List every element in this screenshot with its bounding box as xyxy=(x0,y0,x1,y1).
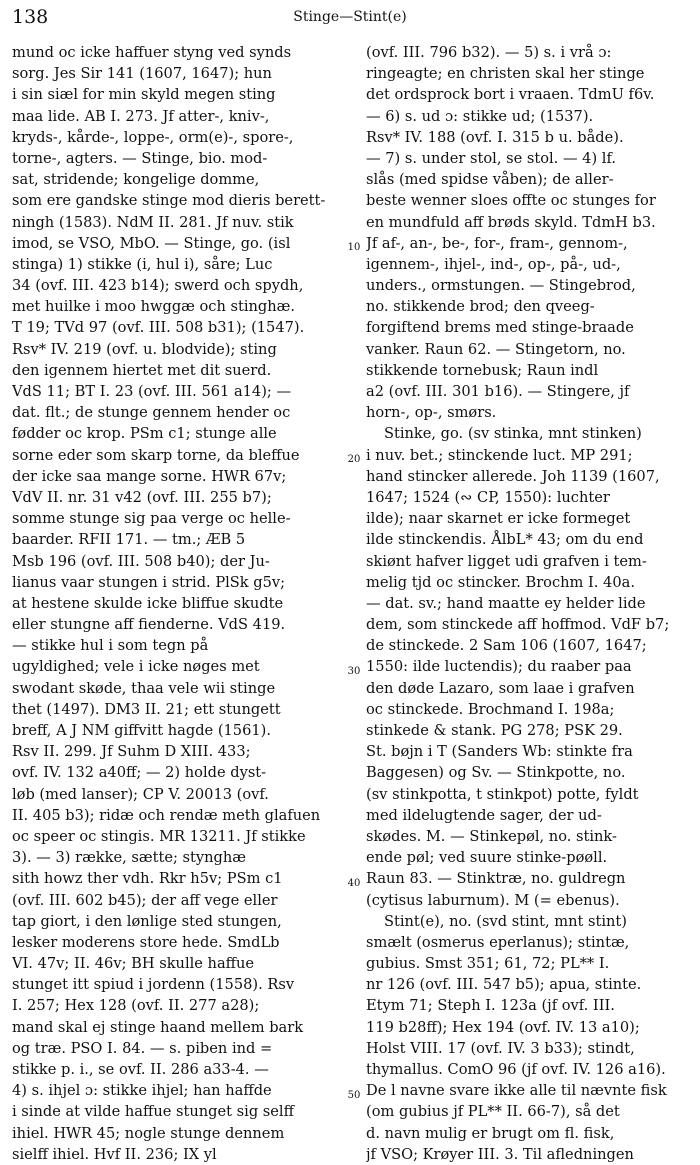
text-line: melig tjd oc stincker. Brochm I. 40a. xyxy=(366,573,635,591)
text-line: igennem-, ihjel-, ind-, op-, på-, ud-, xyxy=(366,255,621,273)
text-line: og træ. PSO I. 84. — s. piben ind = xyxy=(12,1039,273,1057)
text-line: som ere gandske stinge mod dieris berett- xyxy=(12,192,326,210)
text-line: at hestene skulde icke bliffue skudte xyxy=(12,594,284,612)
text-line: Raun 83. — Stinktræ, no. guldregn xyxy=(366,870,626,888)
text-line: maa lide. AB I. 273. Jf atter-, kniv-, xyxy=(12,107,270,125)
text-line: i nuv. bet.; stinckende luct. MP 291; xyxy=(366,446,633,464)
text-line: i sinde at vilde haffue stunget sig selff xyxy=(12,1103,294,1121)
text-line: — stikke hul i som tegn på xyxy=(12,637,209,655)
text-line: forgiftend brems med stinge-braade xyxy=(366,319,634,337)
line-number: 30 xyxy=(347,665,361,677)
text-line: skødes. M. — Stinkepøl, no. stink- xyxy=(366,827,617,845)
text-line: De l navne svare ikke alle til nævnte fisk xyxy=(366,1082,667,1100)
text-line: Stinke, go. (sv stinka, mnt stinken) xyxy=(384,425,642,443)
text-line: fødder oc krop. PSm c1; stunge alle xyxy=(12,425,277,443)
text-line: jf VSO; Krøyer III. 3. Til afledningen xyxy=(366,1145,634,1163)
text-line: oc speer oc stingis. MR 13211. Jf stikke xyxy=(12,827,306,845)
running-title: Stinge—Stint(e) xyxy=(293,9,407,25)
right-column xyxy=(366,42,688,1165)
text-line: vanker. Raun 62. — Stingetorn, no. xyxy=(366,340,626,358)
text-line: 1647; 1524 (∾ CP, 1550): luchter xyxy=(366,488,610,506)
text-line: stunget itt spiud i jordenn (1558). Rsv xyxy=(12,976,295,994)
text-line: sorne eder som skarp torne, da bleffue xyxy=(12,446,300,464)
line-number: 50 xyxy=(347,1089,361,1101)
page-number: 138 xyxy=(12,6,49,28)
text-line: med ildelugtende sager, der ud- xyxy=(366,806,602,824)
text-line: ovf. IV. 132 a40ff; — 2) holde dyst- xyxy=(12,764,267,782)
text-line: en mundfuld aff brøds skyld. TdmH b3. xyxy=(366,213,656,231)
text-line: i sin siæl for min skyld megen sting xyxy=(12,86,276,104)
text-line: gubius. Smst 351; 61, 72; PL** I. xyxy=(366,955,610,973)
text-line: unders., ormstungen. — Stingebrod, xyxy=(366,277,636,295)
text-line: 34 (ovf. III. 423 b14); swerd och spydh, xyxy=(12,277,304,295)
text-line: nr 126 (ovf. III. 547 b5); apua, stinte. xyxy=(366,976,642,994)
text-line: eller stungne aff fienderne. VdS 419. xyxy=(12,616,286,634)
text-line: somme stunge sig paa verge oc helle- xyxy=(12,510,291,528)
text-line: breff, A J NM giffvitt hagde (1561). xyxy=(12,722,271,739)
text-line: kryds-, kårde-, loppe-, orm(e)-, spore-, xyxy=(12,128,294,146)
text-line: (ovf. III. 602 b45); der aff vege eller xyxy=(12,891,278,909)
text-line: 4) s. ihjel ɔ: stikke ihjel; han haffde xyxy=(12,1082,272,1100)
text-line: d. navn mulig er brugt om fl. fisk, xyxy=(366,1124,615,1142)
text-line: — dat. sv.; hand maatte ey helder lide xyxy=(366,594,646,612)
text-line: ende pøl; ved suure stinke-pøøll. xyxy=(366,849,608,867)
text-line: smælt (osmerus eperlanus); stintæ, xyxy=(366,933,630,951)
text-line: VI. 47v; II. 46v; BH skulle haffue xyxy=(12,955,255,973)
text-line: sorg. Jes Sir 141 (1607, 1647); hun xyxy=(12,65,272,83)
text-line: lesker moderens store hede. SmdLb xyxy=(12,933,280,951)
page-header xyxy=(0,0,700,40)
text-line: horn-, op-, smørs. xyxy=(366,404,497,422)
text-line: (sv stinkpotta, t stinkpot) potte, fyldt xyxy=(366,785,639,803)
text-line: stikkende tornebusk; Raun indl xyxy=(366,361,599,379)
text-line: (cytisus laburnum). M (= ebenus). xyxy=(366,891,620,909)
left-column xyxy=(12,42,330,1165)
text-line: de stinckede. 2 Sam 106 (1607, 1647; xyxy=(366,637,647,655)
text-line: Holst VIII. 17 (ovf. IV. 3 b33); stindt, xyxy=(366,1039,635,1057)
text-line: imod, se VSO, MbO. — Stinge, go. (isl xyxy=(12,234,291,252)
line-number: 40 xyxy=(347,877,361,889)
text-line: Jf af-, an-, be-, for-, fram-, gennom-, xyxy=(366,234,628,252)
text-line: ilde stinckendis. ÅlbL* 43; om du end xyxy=(366,531,644,549)
text-line: 3). — 3) række, sætte; stynghæ xyxy=(12,849,246,867)
line-number: 10 xyxy=(347,241,361,253)
text-line: Rsv* IV. 188 (ovf. I. 315 b u. både). xyxy=(366,128,624,146)
text-line: (ovf. III. 796 b32). — 5) s. i vrå ɔ: xyxy=(366,44,612,61)
text-line: det ordsprock bort i vraaen. TdmU f6v. xyxy=(366,86,655,104)
text-line: den igennem hiertet met dit suerd. xyxy=(12,361,272,379)
text-line: ringeagte; en christen skal her stinge xyxy=(366,65,645,83)
text-line: dem, som stinckede aff hoffmod. VdF b7; xyxy=(366,616,670,634)
text-line: Etym 71; Steph I. 123a (jf ovf. III. xyxy=(366,997,615,1015)
text-line: der icke saa mange sorne. HWR 67v; xyxy=(12,467,287,485)
text-line: 1550: ilde luctendis); du raaber paa xyxy=(366,658,632,676)
text-line: hand stincker allerede. Joh 1139 (1607, xyxy=(366,467,660,485)
text-line: (om gubius jf PL** II. 66-7), så det xyxy=(366,1103,620,1121)
text-line: torne-, agters. — Stinge, bio. mod- xyxy=(12,149,268,167)
text-line: VdS 11; BT I. 23 (ovf. III. 561 a14); — xyxy=(12,383,292,400)
text-line: slås (med spidse våben); de aller- xyxy=(366,171,614,189)
text-line: sith howz ther vdh. Rkr h5v; PSm c1 xyxy=(12,870,283,888)
text-line: skiønt hafver ligget udi grafven i tem- xyxy=(366,552,647,570)
text-line: stinga) 1) stikke (i, hul i), såre; Luc xyxy=(12,255,273,273)
text-line: — 7) s. under stol, se stol. — 4) lf. xyxy=(366,149,616,167)
text-line: Rsv II. 299. Jf Suhm D XIII. 433; xyxy=(12,743,251,761)
text-line: VdV II. nr. 31 v42 (ovf. III. 255 b7); xyxy=(12,488,272,506)
text-line: tap giort, i den lønlige sted stungen, xyxy=(12,912,282,930)
text-line: Stint(e), no. (svd stint, mnt stint) xyxy=(384,912,627,930)
text-line: thet (1497). DM3 II. 21; ett stungett xyxy=(12,700,281,718)
text-line: sielff ihiel. Hvf II. 236; IX yl xyxy=(12,1145,217,1163)
text-line: no. stikkende brod; den qveeg- xyxy=(366,298,595,316)
text-line: den døde Lazaro, som laae i grafven xyxy=(366,679,635,697)
text-line: ihiel. HWR 45; nogle stunge dennem xyxy=(12,1124,285,1142)
text-line: Msb 196 (ovf. III. 508 b40); der Ju- xyxy=(12,552,270,570)
text-line: St. bøjn i T (Sanders Wb: stinkte fra xyxy=(366,743,633,761)
text-line: 119 b28ff); Hex 194 (ovf. IV. 13 a10); xyxy=(366,1018,640,1036)
line-number: 20 xyxy=(347,453,361,465)
text-line: swodant skøde, thaa vele wii stinge xyxy=(12,679,276,697)
text-line: ugyldighed; vele i icke nøges met xyxy=(12,658,260,676)
text-line: Rsv* IV. 219 (ovf. u. blodvide); sting xyxy=(12,340,277,358)
text-line: mund oc icke haffuer styng ved synds xyxy=(12,44,292,61)
text-line: ilde); naar skarnet er icke formeget xyxy=(366,510,631,528)
text-line: — 6) s. ud ɔ: stikke ud; (1537). xyxy=(366,107,594,125)
text-line: baarder. RFII 171. — tm.; ÆB 5 xyxy=(12,531,246,549)
text-line: Baggesen) og Sv. — Stinkpotte, no. xyxy=(366,764,626,782)
text-line: stikke p. i., se ovf. II. 286 a33-4. — xyxy=(12,1061,269,1078)
text-line: met huilke i moo hwggæ och stinghæ. xyxy=(12,298,296,316)
text-line: sat, stridende; kongelige domme, xyxy=(12,171,260,189)
text-line: løb (med lanser); CP V. 20013 (ovf. xyxy=(12,785,269,803)
text-line: I. 257; Hex 128 (ovf. II. 277 a28); xyxy=(12,997,260,1015)
text-line: oc stinckede. Brochmand I. 198a; xyxy=(366,700,615,718)
text-line: T 19; TVd 97 (ovf. III. 508 b31); (1547). xyxy=(12,319,305,337)
text-line: a2 (ovf. III. 301 b16). — Stingere, jf xyxy=(366,383,630,400)
text-line: dat. flt.; de stunge gennem hender oc xyxy=(12,404,291,422)
text-line: thymallus. ComO 96 (jf ovf. IV. 126 a16). xyxy=(366,1061,666,1078)
text-line: II. 405 b3); ridæ och rendæ meth glafuen xyxy=(12,806,321,824)
text-line: ningh (1583). NdM II. 281. Jf nuv. stik xyxy=(12,213,294,231)
text-line: beste wenner sloes offte oc stunges for xyxy=(366,192,656,210)
text-line: lianus vaar stungen i strid. PlSk g5v; xyxy=(12,573,286,591)
text-line: stinkede & stank. PG 278; PSK 29. xyxy=(366,722,623,739)
text-line: mand skal ej stinge haand mellem bark xyxy=(12,1018,304,1036)
